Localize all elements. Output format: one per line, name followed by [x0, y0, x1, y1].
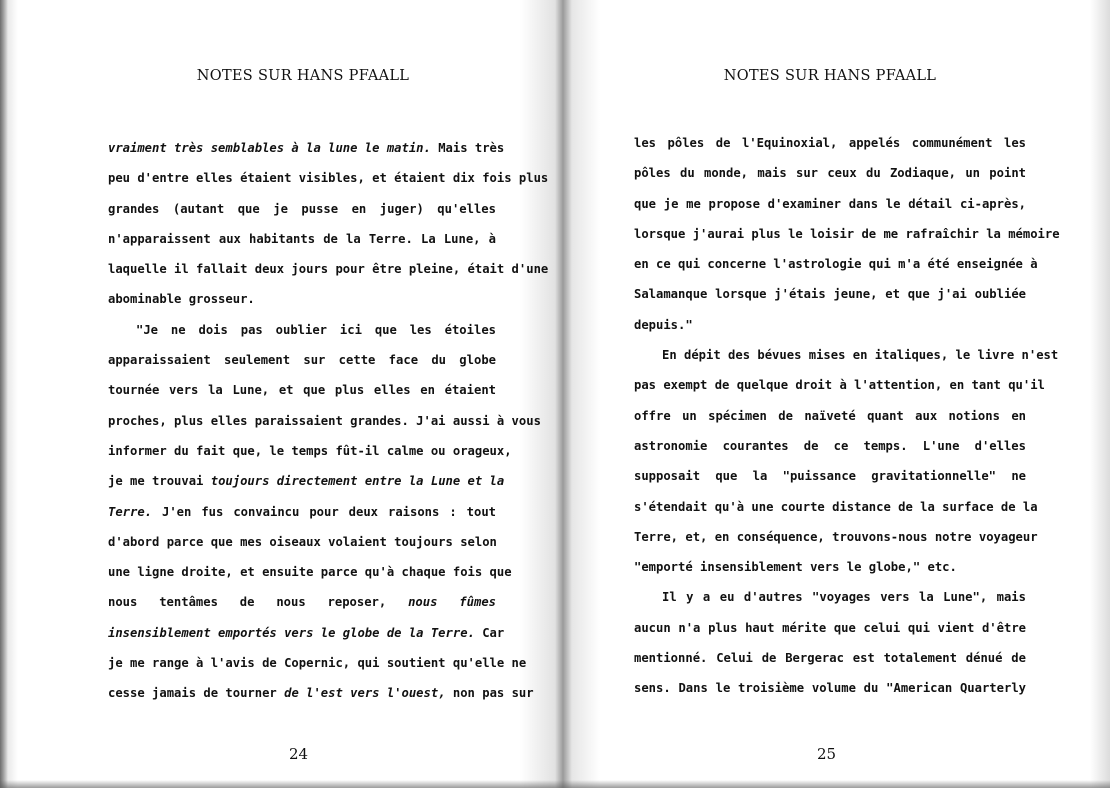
text-line: [634, 492, 1038, 522]
page-number-left: 24: [289, 745, 309, 763]
text-line: [634, 643, 1026, 673]
text-run: sens. Dans le troisième volume du "American Quarterly: [634, 681, 1026, 696]
text-line: [108, 587, 496, 617]
text-run: pôles du monde, mais sur ceux du Zodiaque, un point: [634, 166, 1026, 181]
left-page-body: [108, 133, 549, 709]
text-line: [634, 401, 1026, 431]
text-line: [634, 673, 1026, 703]
text-run: cesse jamais de tourner: [108, 686, 285, 701]
text-line: [634, 279, 1026, 309]
italic-text: de l'est vers l'ouest,: [284, 686, 446, 701]
text-run: offre un spécimen de naïveté quant aux notions en: [634, 408, 1026, 423]
text-run: laquelle il fallait deux jours pour être pleine, était d'une: [108, 262, 549, 277]
text-run: nous tentâmes de nous reposer,: [108, 595, 409, 610]
text-line: [108, 133, 505, 163]
text-line: [634, 158, 1026, 188]
text-run: d'abord parce que mes oiseaux volaient toujours selon: [108, 534, 497, 549]
running-head-left: NOTES SUR HANS PFAALL: [196, 68, 410, 84]
text-run: que je me propose d'examiner dans le détail ci-après,: [634, 196, 1026, 211]
text-run: apparaissaient seulement sur cette face du globe: [108, 353, 496, 368]
text-run: mentionné. Celui de Bergerac est totalement dénué de: [634, 651, 1026, 666]
page-number-right: 25: [817, 745, 837, 763]
text-run: Salamanque lorsque j'étais jeune, et que j'ai oubliée: [634, 287, 1026, 302]
text-line: [634, 582, 1026, 612]
text-run: depuis.": [634, 317, 693, 332]
italic-text: toujours directement entre la Lune et la: [210, 474, 505, 489]
text-line: [108, 466, 505, 496]
text-run: Mais très: [430, 141, 505, 155]
italic-text: vraiment très semblables à la lune le matin.: [108, 141, 431, 155]
text-line: [634, 522, 1038, 552]
text-run: grandes (autant que je pusse en juger) qu'elles: [108, 201, 496, 216]
italic-text: insensiblement emportés vers le globe de la Terre.: [108, 625, 475, 640]
text-run: peu d'entre elles étaient visibles, et étaient dix fois plus: [108, 171, 549, 186]
page-bottom-shadow: [0, 780, 1110, 788]
text-run: astronomie courantes de ce temps. L'une d'elles: [634, 438, 1026, 453]
text-line: [634, 189, 1026, 219]
text-line: [634, 552, 1026, 582]
text-run: J'en fus convaincu pour deux raisons : tout: [152, 504, 496, 519]
right-page-body: [634, 128, 1060, 704]
text-line: [634, 431, 1026, 461]
text-run: informer du fait que, le temps fût-il calme ou orageux,: [108, 443, 512, 458]
text-line: [108, 678, 534, 708]
text-line: [634, 340, 1059, 370]
text-line: [108, 497, 496, 527]
text-line: [634, 128, 1026, 158]
text-run: Il y a eu d'autres "voyages vers la Lune", mais: [662, 590, 1026, 605]
text-run: je me range à l'avis de Copernic, qui soutient qu'elle ne: [108, 656, 527, 671]
text-line: [108, 254, 549, 284]
text-run: En dépit des bévues mises en italiques, le livre n'est: [662, 348, 1059, 363]
text-line: [108, 224, 496, 254]
text-run: "Je ne dois pas oublier ici que les étoiles: [136, 322, 496, 337]
text-run: une ligne droite, et ensuite parce qu'à chaque fois que: [108, 565, 512, 580]
text-line: [108, 436, 512, 466]
text-line: [108, 527, 496, 557]
running-head-right: NOTES SUR HANS PFAALL: [723, 68, 937, 84]
text-run: les pôles de l'Equinoxial, appelés communément les: [634, 136, 1026, 150]
text-run: abominable grosseur.: [108, 292, 255, 307]
text-line: [634, 249, 1038, 279]
text-run: en ce qui concerne l'astrologie qui m'a été enseignée à: [634, 257, 1038, 272]
text-line: [634, 613, 1026, 643]
text-line: [108, 375, 496, 405]
text-line: [108, 648, 527, 678]
text-line: [634, 370, 1045, 400]
text-line: [108, 557, 512, 587]
text-run: je me trouvai: [108, 474, 211, 489]
text-run: aucun n'a plus haut mérite que celui qui vient d'être: [634, 620, 1026, 635]
text-line: [108, 163, 549, 193]
text-run: s'étendait qu'à une courte distance de la surface de la: [634, 499, 1038, 514]
text-line: [634, 219, 1060, 249]
text-run: tournée vers la Lune, et que plus elles en étaient: [108, 383, 496, 398]
italic-text: nous fûmes: [408, 595, 496, 610]
text-run: non pas sur: [445, 686, 534, 701]
right-page: [564, 0, 1110, 788]
text-line: [108, 315, 496, 345]
italic-text: Terre.: [108, 504, 153, 519]
text-run: proches, plus elles paraissaient grandes. J'ai aussi à vous: [108, 413, 541, 428]
text-run: "emporté insensiblement vers le globe," etc.: [634, 560, 957, 575]
text-line: [108, 406, 541, 436]
text-run: lorsque j'aurai plus le loisir de me rafraîchir la mémoire: [634, 226, 1060, 241]
text-line: [108, 284, 496, 314]
text-run: Car: [474, 625, 505, 640]
text-line: [108, 194, 496, 224]
text-run: n'apparaissent aux habitants de la Terre. La Lune, à: [108, 231, 496, 246]
text-run: pas exempt de quelque droit à l'attention, en tant qu'il: [634, 378, 1045, 393]
text-run: supposait que la "puissance gravitationnelle" ne: [634, 469, 1026, 484]
text-run: Terre, et, en conséquence, trouvons-nous notre voyageur: [634, 529, 1038, 544]
text-line: [634, 310, 1026, 340]
text-line: [108, 345, 496, 375]
text-line: [634, 461, 1026, 491]
text-line: [108, 618, 505, 648]
